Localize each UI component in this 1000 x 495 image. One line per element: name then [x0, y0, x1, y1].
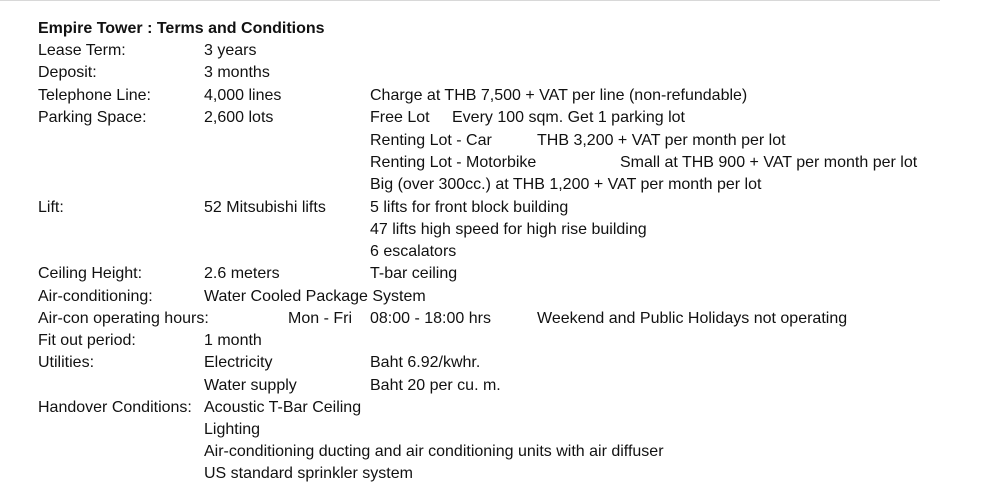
parking-space-value: 2,600 lots [204, 109, 274, 126]
lift-detail-high-speed: 47 lifts high speed for high rise building [370, 221, 647, 238]
handover-item-lighting: Lighting [204, 421, 261, 438]
free-lot-detail: Every 100 sqm. Get 1 parking lot [452, 109, 685, 126]
ceiling-height-detail: T-bar ceiling [370, 265, 458, 282]
air-conditioning-value: Water Cooled Package System [204, 288, 426, 305]
aircon-hours-time: 08:00 - 18:00 hrs [370, 310, 491, 327]
electricity-label: Electricity [204, 354, 273, 371]
fit-out-label: Fit out period: [38, 332, 136, 349]
top-divider [0, 0, 940, 1]
renting-motorbike-label: Renting Lot - Motorbike [370, 154, 537, 171]
utilities-label: Utilities: [38, 354, 95, 371]
telephone-line-value: 4,000 lines [204, 87, 282, 104]
ceiling-height-label: Ceiling Height: [38, 265, 143, 282]
renting-motorbike-small: Small at THB 900 + VAT per month per lot [620, 154, 918, 171]
air-conditioning-label: Air-conditioning: [38, 288, 153, 305]
aircon-hours-label: Air-con operating hours: [38, 310, 209, 327]
renting-motorbike-big: Big (over 300cc.) at THB 1,200 + VAT per month per lot [370, 176, 762, 193]
aircon-hours-note: Weekend and Public Holidays not operating [537, 310, 848, 327]
ceiling-height-value: 2.6 meters [204, 265, 280, 282]
parking-space-label: Parking Space: [38, 109, 147, 126]
free-lot-label: Free Lot [370, 109, 430, 126]
deposit-label: Deposit: [38, 64, 97, 81]
water-supply-rate: Baht 20 per cu. m. [370, 377, 501, 394]
telephone-line-detail: Charge at THB 7,500 + VAT per line (non-refundable) [370, 87, 748, 104]
lease-term-label: Lease Term: [38, 42, 126, 59]
handover-conditions-label: Handover Conditions: [38, 399, 192, 416]
deposit-value: 3 months [204, 64, 270, 81]
lift-detail-front: 5 lifts for front block building [370, 199, 569, 216]
lift-label: Lift: [38, 199, 64, 216]
document-title: Empire Tower : Terms and Conditions [38, 20, 325, 37]
renting-car-detail: THB 3,200 + VAT per month per lot [537, 132, 786, 149]
handover-item-air-conditioning: Air-conditioning ducting and air conditioning units with air diffuser [204, 443, 664, 460]
fit-out-value: 1 month [204, 332, 262, 349]
water-supply-label: Water supply [204, 377, 297, 394]
aircon-hours-days: Mon - Fri [288, 310, 352, 327]
electricity-rate: Baht 6.92/kwhr. [370, 354, 481, 371]
handover-item-sprinkler: US standard sprinkler system [204, 465, 413, 482]
handover-item-ceiling: Acoustic T-Bar Ceiling [204, 399, 362, 416]
lift-detail-escalators: 6 escalators [370, 243, 457, 260]
lease-term-value: 3 years [204, 42, 257, 59]
telephone-line-label: Telephone Line: [38, 87, 151, 104]
renting-car-label: Renting Lot - Car [370, 132, 492, 149]
lift-value: 52 Mitsubishi lifts [204, 199, 326, 216]
